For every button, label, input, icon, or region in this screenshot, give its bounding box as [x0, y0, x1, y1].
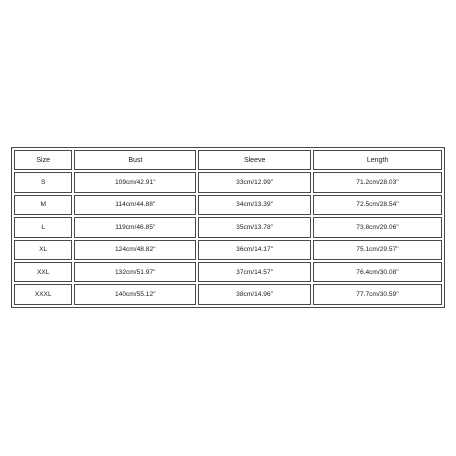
table-header-row — [14, 150, 442, 170]
header-size: Size — [14, 150, 72, 170]
cell-bust: 109cm/42.91'' — [74, 172, 196, 192]
cell-size: M — [14, 195, 72, 215]
table-row — [14, 284, 442, 304]
table-row — [14, 172, 442, 192]
cell-size: L — [14, 217, 72, 237]
cell-bust: 114cm/44.88'' — [74, 195, 196, 215]
cell-bust: 132cm/51.97'' — [74, 262, 196, 282]
table-row — [14, 240, 442, 260]
cell-sleeve: 33cm/12.99'' — [198, 172, 311, 192]
cell-size: XXL — [14, 262, 72, 282]
size-chart-table — [11, 147, 445, 308]
cell-length: 72.5cm/28.54'' — [313, 195, 442, 215]
table-row — [14, 262, 442, 282]
cell-sleeve: 36cm/14.17'' — [198, 240, 311, 260]
header-sleeve: Sleeve — [198, 150, 311, 170]
cell-length: 73.8cm/29.06'' — [313, 217, 442, 237]
cell-sleeve: 34cm/13.39'' — [198, 195, 311, 215]
table-row — [14, 217, 442, 237]
header-length: Length — [313, 150, 442, 170]
cell-size: S — [14, 172, 72, 192]
cell-length: 75.1cm/29.57'' — [313, 240, 442, 260]
cell-size: XL — [14, 240, 72, 260]
cell-bust: 124cm/48.82'' — [74, 240, 196, 260]
cell-sleeve: 38cm/14.96'' — [198, 284, 311, 304]
cell-bust: 119cm/46.85'' — [74, 217, 196, 237]
cell-length: 77.7cm/30.59'' — [313, 284, 442, 304]
cell-size: XXXL — [14, 284, 72, 304]
header-bust: Bust — [74, 150, 196, 170]
cell-bust: 140cm/55.12'' — [74, 284, 196, 304]
table-row — [14, 195, 442, 215]
cell-sleeve: 35cm/13.78'' — [198, 217, 311, 237]
cell-length: 71.2cm/28.03'' — [313, 172, 442, 192]
cell-length: 76.4cm/30.08'' — [313, 262, 442, 282]
cell-sleeve: 37cm/14.57'' — [198, 262, 311, 282]
